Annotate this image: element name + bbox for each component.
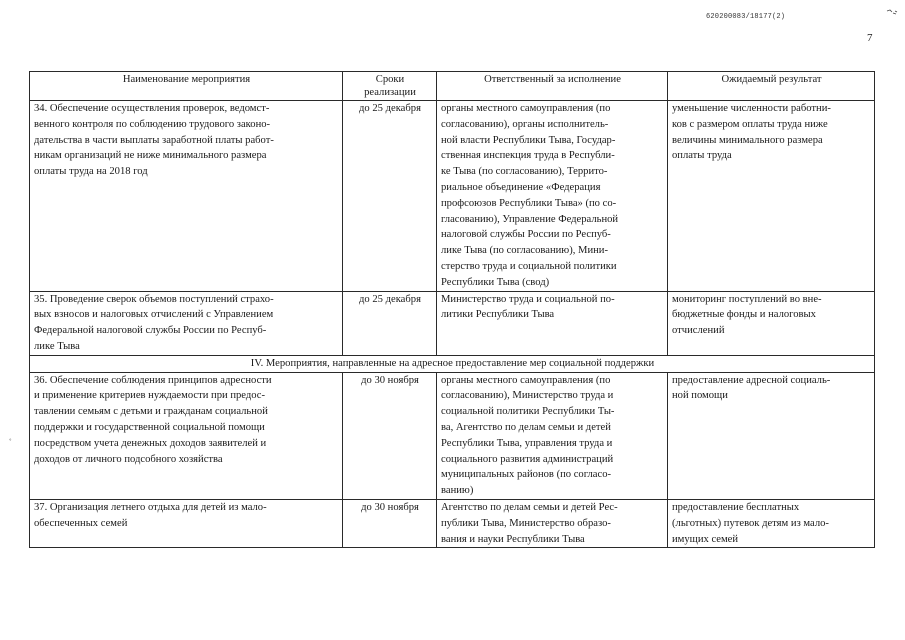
col-header-deadline (343, 72, 437, 101)
cell-name-line: тавлении семьям с детьми и гражданам социальной (34, 406, 268, 418)
cell-responsible-line: органы местного самоуправления (по (441, 103, 611, 114)
cell-responsible-line: налоговой службы России по Респуб- (441, 229, 611, 241)
col-header-deadline-line2: реализации (364, 86, 416, 98)
document-code: 620200083/18177(2) (706, 13, 786, 21)
cell-result-line: отчислений (672, 325, 725, 337)
cell-result (668, 499, 875, 547)
cell-responsible-line: профсоюзов Республики Тыва» (по со- (441, 197, 617, 209)
cell-name-line: 34. Обеспечение осуществления проверок, ведомст- (34, 103, 270, 114)
cell-responsible-line: Республики Тыва (свод) (441, 276, 550, 288)
cell-responsible-line: органы местного самоуправления (по (441, 374, 611, 386)
col-header-result: Ожидаемый результат (668, 72, 875, 101)
cell-result-line: величины минимального размера (672, 134, 823, 146)
cell-responsible (437, 101, 668, 292)
cell-name-line: посредством учета денежных доходов заявителей и (34, 437, 267, 449)
cell-name-line: поддержки и государственной социальной помощи (34, 421, 265, 433)
cell-name (30, 101, 343, 292)
corner-scribble-mark (886, 9, 898, 17)
cell-name-line: 36. Обеспечение соблюдения принципов адресности (34, 374, 272, 386)
section-title: IV. Мероприятия, направленные на адресное предоставление мер социальной поддержки (30, 355, 875, 372)
cell-responsible-line: вания и науки Республики Тыва (441, 533, 585, 545)
cell-result-line: (льготных) путевок детям из мало- (672, 517, 829, 529)
cell-name-line: вых взносов и налоговых отчислений с Управлением (34, 309, 274, 321)
cell-result-line: оплаты труда (672, 150, 732, 162)
col-header-deadline-line1: Сроки (375, 74, 405, 85)
cell-result-line: ков с размером оплаты труда ниже (672, 118, 828, 130)
table-body-before-section (30, 101, 875, 356)
measures-table (29, 71, 875, 548)
cell-result-line: предоставление адресной социаль- (672, 374, 831, 386)
margin-mark: ˚ (9, 438, 12, 447)
cell-result-line: уменьшение численности работни- (672, 103, 831, 114)
table-header-row (30, 72, 875, 101)
cell-responsible (437, 499, 668, 547)
cell-name-line: оплаты труда на 2018 год (34, 166, 148, 178)
cell-result-line: бюджетные фонды и налоговых (672, 309, 816, 321)
cell-result-line: мониторинг поступлений во вне- (672, 293, 822, 305)
cell-responsible-line: согласованию), органы исполнитель- (441, 118, 609, 130)
cell-name-line: 35. Проведение сверок объемов поступлений страхо- (34, 293, 274, 305)
cell-responsible-line: риальное объединение «Федерация (441, 181, 601, 193)
cell-responsible-line: гласованию), Управление Федеральной (441, 213, 619, 225)
cell-name-line: Федеральной налоговой службы России по Респуб- (34, 325, 267, 337)
table-row (30, 499, 875, 547)
cell-name-line: лике Тыва (34, 340, 80, 352)
cell-result-line: имущих семей (672, 533, 739, 545)
cell-result (668, 372, 875, 499)
cell-name-line: 37. Организация летнего отдыха для детей из мало- (34, 501, 267, 513)
cell-deadline: до 25 декабря (343, 291, 437, 355)
cell-responsible-line: ке Тыва (по согласованию), Террито- (441, 166, 608, 178)
cell-name (30, 499, 343, 547)
cell-responsible-line: Министерство труда и социальной по- (441, 293, 615, 305)
page-number: 7 (867, 32, 873, 44)
cell-responsible-line: Республики Тыва, управления труда и (441, 437, 613, 449)
cell-result (668, 101, 875, 292)
cell-responsible-line: лике Тыва (по согласованию), Мини- (441, 245, 608, 257)
cell-responsible-line: ванию) (441, 485, 474, 497)
cell-name-line: никам организаций не ниже минимального размера (34, 150, 267, 162)
cell-name-line: венного контроля по соблюдению трудового законо- (34, 118, 271, 130)
cell-result-line: предоставление бесплатных (672, 501, 800, 513)
cell-responsible-line: муниципальных районов (по согласо- (441, 469, 612, 481)
cell-name (30, 291, 343, 355)
cell-responsible (437, 291, 668, 355)
cell-responsible-line: социального развития администраций (441, 453, 614, 465)
cell-responsible-line: ва, Агентство по делам семьи и детей (441, 421, 611, 433)
cell-responsible-line: литики Республики Тыва (441, 309, 555, 321)
section-block (30, 355, 875, 372)
cell-responsible (437, 372, 668, 499)
col-header-name: Наименование мероприятия (30, 72, 343, 101)
cell-responsible-line: социальной политики Республики Ты- (441, 406, 615, 418)
table-row (30, 291, 875, 355)
table-body-after-section (30, 372, 875, 548)
col-header-responsible: Ответственный за исполнение (437, 72, 668, 101)
cell-responsible-line: стерство труда и социальной политики (441, 260, 617, 272)
cell-deadline: до 30 ноября (343, 499, 437, 547)
table-row (30, 372, 875, 499)
cell-responsible-line: ственная инспекция труда в Республи- (441, 150, 615, 162)
cell-name-line: обеспеченных семей (34, 517, 128, 529)
cell-name-line: и применение критериев нуждаемости при предос- (34, 390, 266, 402)
cell-responsible-line: Агентство по делам семьи и детей Рес- (441, 501, 618, 513)
cell-deadline: до 25 декабря (343, 101, 437, 292)
cell-name-line: дательства в части выплаты заработной платы работ- (34, 134, 274, 146)
table-row (30, 101, 875, 292)
cell-result-line: ной помощи (672, 390, 728, 402)
section-row (30, 355, 875, 372)
cell-name (30, 372, 343, 499)
cell-responsible-line: согласованию), Министерство труда и (441, 390, 614, 402)
cell-responsible-line: ной власти Республики Тыва, Государ- (441, 134, 616, 146)
cell-responsible-line: публики Тыва, Министерство образо- (441, 517, 611, 529)
cell-result (668, 291, 875, 355)
cell-name-line: доходов от личного подсобного хозяйства (34, 453, 223, 465)
cell-deadline: до 30 ноября (343, 372, 437, 499)
